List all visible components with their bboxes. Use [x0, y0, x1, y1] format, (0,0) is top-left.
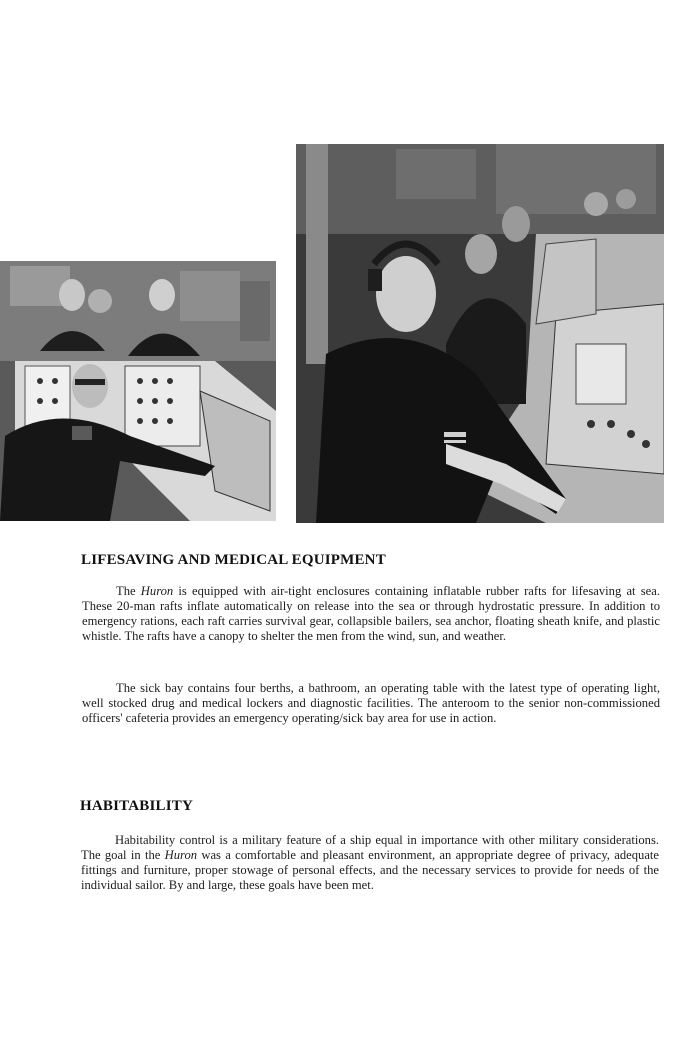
- section-heading-habitability: HABITABILITY: [80, 798, 193, 814]
- section-heading-lifesaving: LIFESAVING AND MEDICAL EQUIPMENT: [81, 552, 386, 568]
- ship-name-huron: Huron: [140, 584, 174, 598]
- paragraph-habitability-rest: was a comfortable and pleasant environment, an appropriate degree of privacy, adequate fittings and furniture, proper stowage of personal effects, and the necessary services to provide for needs of the individual sailor. By and large, these goals have been met.: [81, 848, 659, 892]
- paragraph-habitability-start: Habitability control is a military feature of a ship equal in importance with other military considerations. The goal in the: [81, 833, 659, 862]
- paragraph-lifesaving: [82, 584, 660, 644]
- paragraph-sick-bay: The sick bay contains four berths, a bathroom, an operating table with the latest type of operating light, well stocked drug and medical lockers and diagnostic facilities. The anteroom to the senior non-commissioned officers' cafeteria provides an emergency operating/sick bay area for use in action.: [82, 681, 660, 725]
- photo-officers-at-console: [0, 261, 276, 521]
- ship-name-huron: Huron: [164, 848, 198, 862]
- paragraph-habitability: [81, 833, 659, 893]
- paragraph-lifesaving-start: The: [116, 584, 141, 598]
- paragraph-lifesaving-rest: is equipped with air-tight enclosures containing inflatable rubber rafts for lifesaving at sea. These 20-man rafts inflate automatically on release into the sea or through hydrostatic pressure. In addition to emergency rations, each raft carries survival gear, collapsible bailers, sea anchor, floating sheath knife, and plastic whistle. The rafts have a canopy to shelter the men from the wind, sun, and weather.: [82, 584, 660, 643]
- photo-operators-at-radar-consoles: [296, 144, 664, 523]
- photo-operators-at-radar-consoles-image: [296, 144, 664, 523]
- photo-officers-at-console-image: [0, 261, 276, 521]
